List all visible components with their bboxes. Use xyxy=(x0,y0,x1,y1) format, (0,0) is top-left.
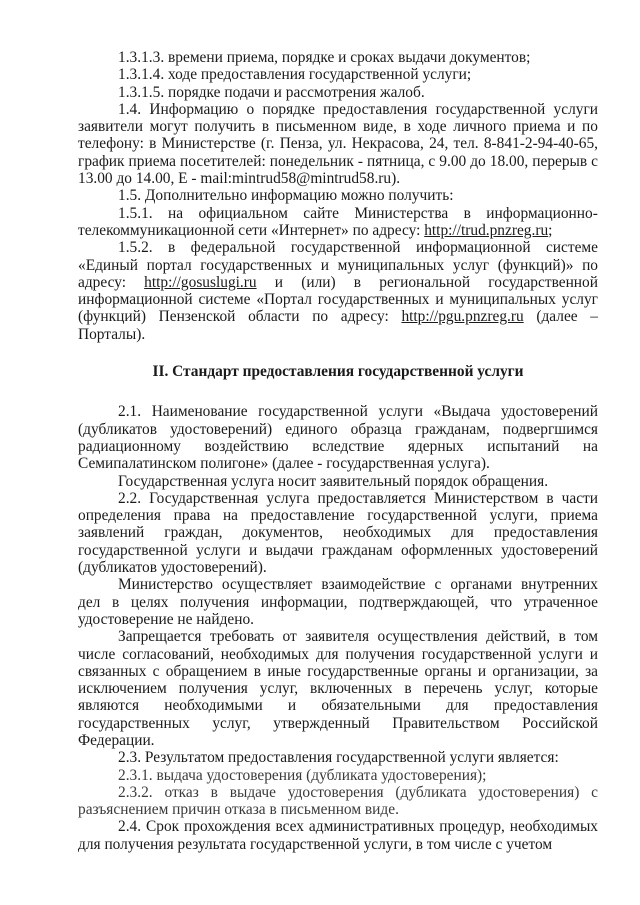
paragraph-1-5-2 xyxy=(78,239,598,343)
document-body xyxy=(78,49,598,853)
paragraph-2-1-b: Государственная услуга носит заявительный порядок обращения. xyxy=(118,472,549,490)
paragraph-1-5-2-text-a: 1.5.2. в федеральной государственной информационной системе «Единый портал государственных и муниципальных услуг (функций)» по адресу: xyxy=(78,239,598,291)
paragraph-1-4: 1.4. Информацию о порядке предоставления государственной услуги заявители могут получить в письменном виде, в ходе личного приема и по телефону: в Министерстве (г. Пенза, ул. Некрасова, 24, тел. 8-841-2-94-40-65, график приема посетителей: понедельник - пятница, с 9.00 до 18.00, перерыв с 13.00 до 14.00, E - mail:mintrud58@mintrud58.ru). xyxy=(78,100,598,188)
paragraph-1-5-2-text-c: (далее – Порталы). xyxy=(78,308,598,343)
item-1-3-1-3: 1.3.1.3. времени приема, порядке и сроках выдачи документов; xyxy=(118,49,531,66)
item-2-3-1: 2.3.1. выдача удостоверения (дубликата удостоверения); xyxy=(118,766,487,784)
item-2-3-2: 2.3.2. отказ в выдаче удостоверения (дубликата удостоверения) с разъяснением причин отказа в письменном виде. xyxy=(78,783,598,819)
item-1-3-1-4: 1.3.1.4. ходе предоставления государственной услуги; xyxy=(118,66,472,84)
paragraph-2-2-b: Министерство осуществляет взаимодействие с органами внутренних дел в целях получения информации, подтверждающей, что утраченное удостоверение не найдено. xyxy=(78,576,598,628)
paragraph-1-5-1-end: ; xyxy=(548,221,553,239)
paragraph-2-4: 2.4. Срок прохождения всех административных процедур, необходимых для получения результата государственной услуги, в том числе с учетом xyxy=(78,818,598,853)
paragraph-1-5-1-line1: 1.5.1. на официальном сайте Министерства в информационно- xyxy=(118,204,598,222)
item-1-3-1-5: 1.3.1.5. порядке подачи и рассмотрения жалоб. xyxy=(118,83,425,101)
paragraph-1-5-1-line2 xyxy=(78,222,598,239)
paragraph-1-5-2-text-b: и (или) в региональной государственной информационной системе «Портал государственных и муниципальных услуг (функций) Пензенской области по адресу: xyxy=(78,273,598,326)
gosuslugi-link[interactable]: http://gosuslugi.ru xyxy=(144,273,257,291)
trud-site-link[interactable]: http://trud.pnzreg.ru xyxy=(424,221,549,239)
paragraph-1-5-1-text: телекоммуникационной сети «Интернет» по адресу: xyxy=(78,221,425,239)
pgu-portal-link[interactable]: http://pgu.pnzreg.ru xyxy=(401,308,524,326)
paragraph-2-1: 2.1. Наименование государственной услуги «Выдача удостоверений (дубликатов удостоверений) единого образца гражданам, подвергшимся радиационному воздействию вследствие ядерных испытаний на Семипалатинском полигоне» (далее - государственная услуга). xyxy=(78,403,598,473)
paragraph-2-3: 2.3. Результатом предоставления государственной услуги является: xyxy=(118,749,559,767)
paragraph-2-2-c: Запрещается требовать от заявителя осуществления действий, в том числе согласований, необходимых для получения государственной услуги и связанных с обращением в иные государственные органы и организации, за исключением получения услуг, включенных в перечень услуг, которые являются необходимыми и обязательными для предоставления государственных услуг, утвержденный Правительством Российской Федерации. xyxy=(78,628,598,749)
paragraph-2-2: 2.2. Государственная услуга предоставляется Министерством в части определения права на предоставление государственной услуги, приема заявлений граждан, документов, необходимых для предоставления государственной услуги и выдачи гражданам оформленных удостоверений (дубликатов удостоверений). xyxy=(78,489,598,577)
paragraph-1-5-1 xyxy=(78,205,598,240)
section-heading: II. Стандарт предоставления государственной услуги xyxy=(152,363,524,381)
paragraph-1-5: 1.5. Дополнительно информацию можно получить: xyxy=(118,187,454,205)
